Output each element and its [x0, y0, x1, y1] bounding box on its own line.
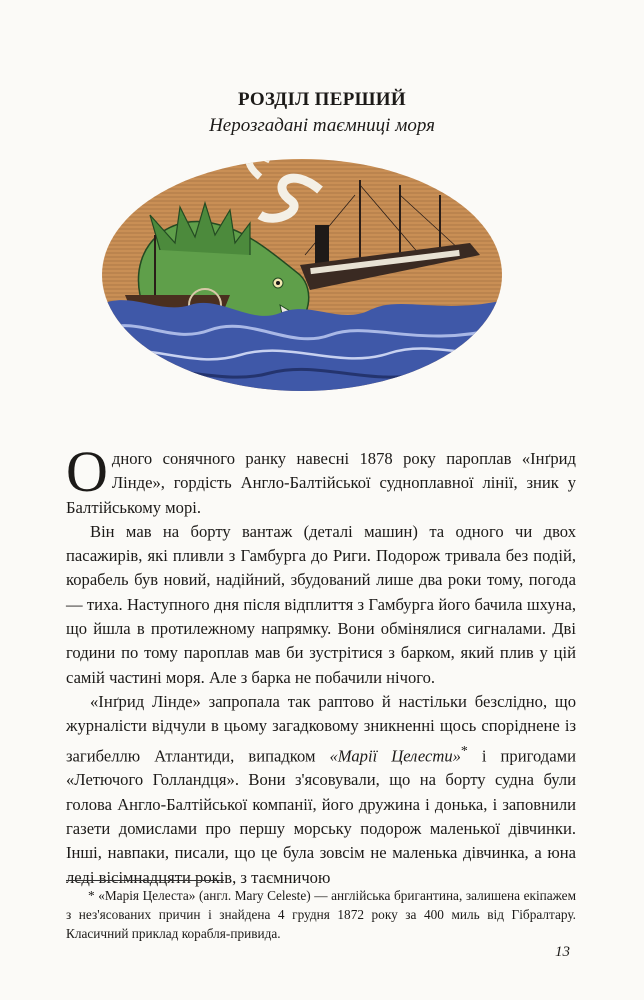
footnote-mark: * — [460, 742, 468, 758]
paragraph-3-text-b: і пригодами «Летючого Голландця». Вони з'ясовували, що на борту судна були голова Англо-Балтійської компанії, його дружина і донька, і заповнили газети домислами про першу морську подорож маленької дівчинки. Інші, навпаки, писали, що це була зовсім не маленька дівчинка, а юна леді вісімнадцяти років, з таємничою — [66, 746, 576, 887]
footnote — [66, 886, 576, 943]
chapter-subtitle: Нерозгадані таємниці моря — [209, 115, 435, 136]
ship-name-italic: «Марії Целести» — [329, 746, 461, 766]
sea-monster-illustration — [100, 155, 505, 395]
drop-cap: О — [66, 439, 108, 504]
sea — [100, 300, 505, 395]
paragraph-1 — [66, 439, 576, 520]
paragraph-3-text-a: «Інґрид Лінде» запропала так раптово й настільки безслідно, що журналісти відчули в цьому загадковому зникненні щось споріднене із загибеллю Атлантиди, випадком — [66, 691, 576, 766]
paragraph-3 — [66, 690, 576, 890]
paragraph-1-text: дного сонячного ранку навесні 1878 року пароплав «Інґрид Лінде», гордість Англо-Балтійської судноплавної лінії, зник у Балтійському морі. — [66, 449, 576, 517]
chapter-title: РОЗДІЛ ПЕРШИЙ — [238, 89, 406, 110]
paragraph-2: Він мав на борту вантаж (деталі машин) та одного чи двох пасажирів, які пливли з Гамбурга до Риги. Подорож тривала без подій, корабель був новий, надійний, збудований лише два роки тому, погода — тиха. Наступного дня після відплиття з Гамбурга його бачила шхуна, що йшла в протилежному напрямку. Вони обмінялися сигналами. Дві години по тому пароплав мав би зустрітися з барком, який плив у цій самій частині моря. Але з барка не побачили нічого. — [66, 521, 576, 687]
footnote-rule — [66, 880, 224, 881]
page-number: 13 — [555, 944, 570, 960]
main-text — [66, 439, 576, 890]
footnote-text: * «Марія Целеста» (англ. Mary Celeste) — англійська бригантина, залишена екіпажем з нез'ясованих причин і знайдена 4 грудня 1872 року за 400 миль від Гібралтару. Класичний приклад корабля-привида. — [66, 888, 576, 941]
